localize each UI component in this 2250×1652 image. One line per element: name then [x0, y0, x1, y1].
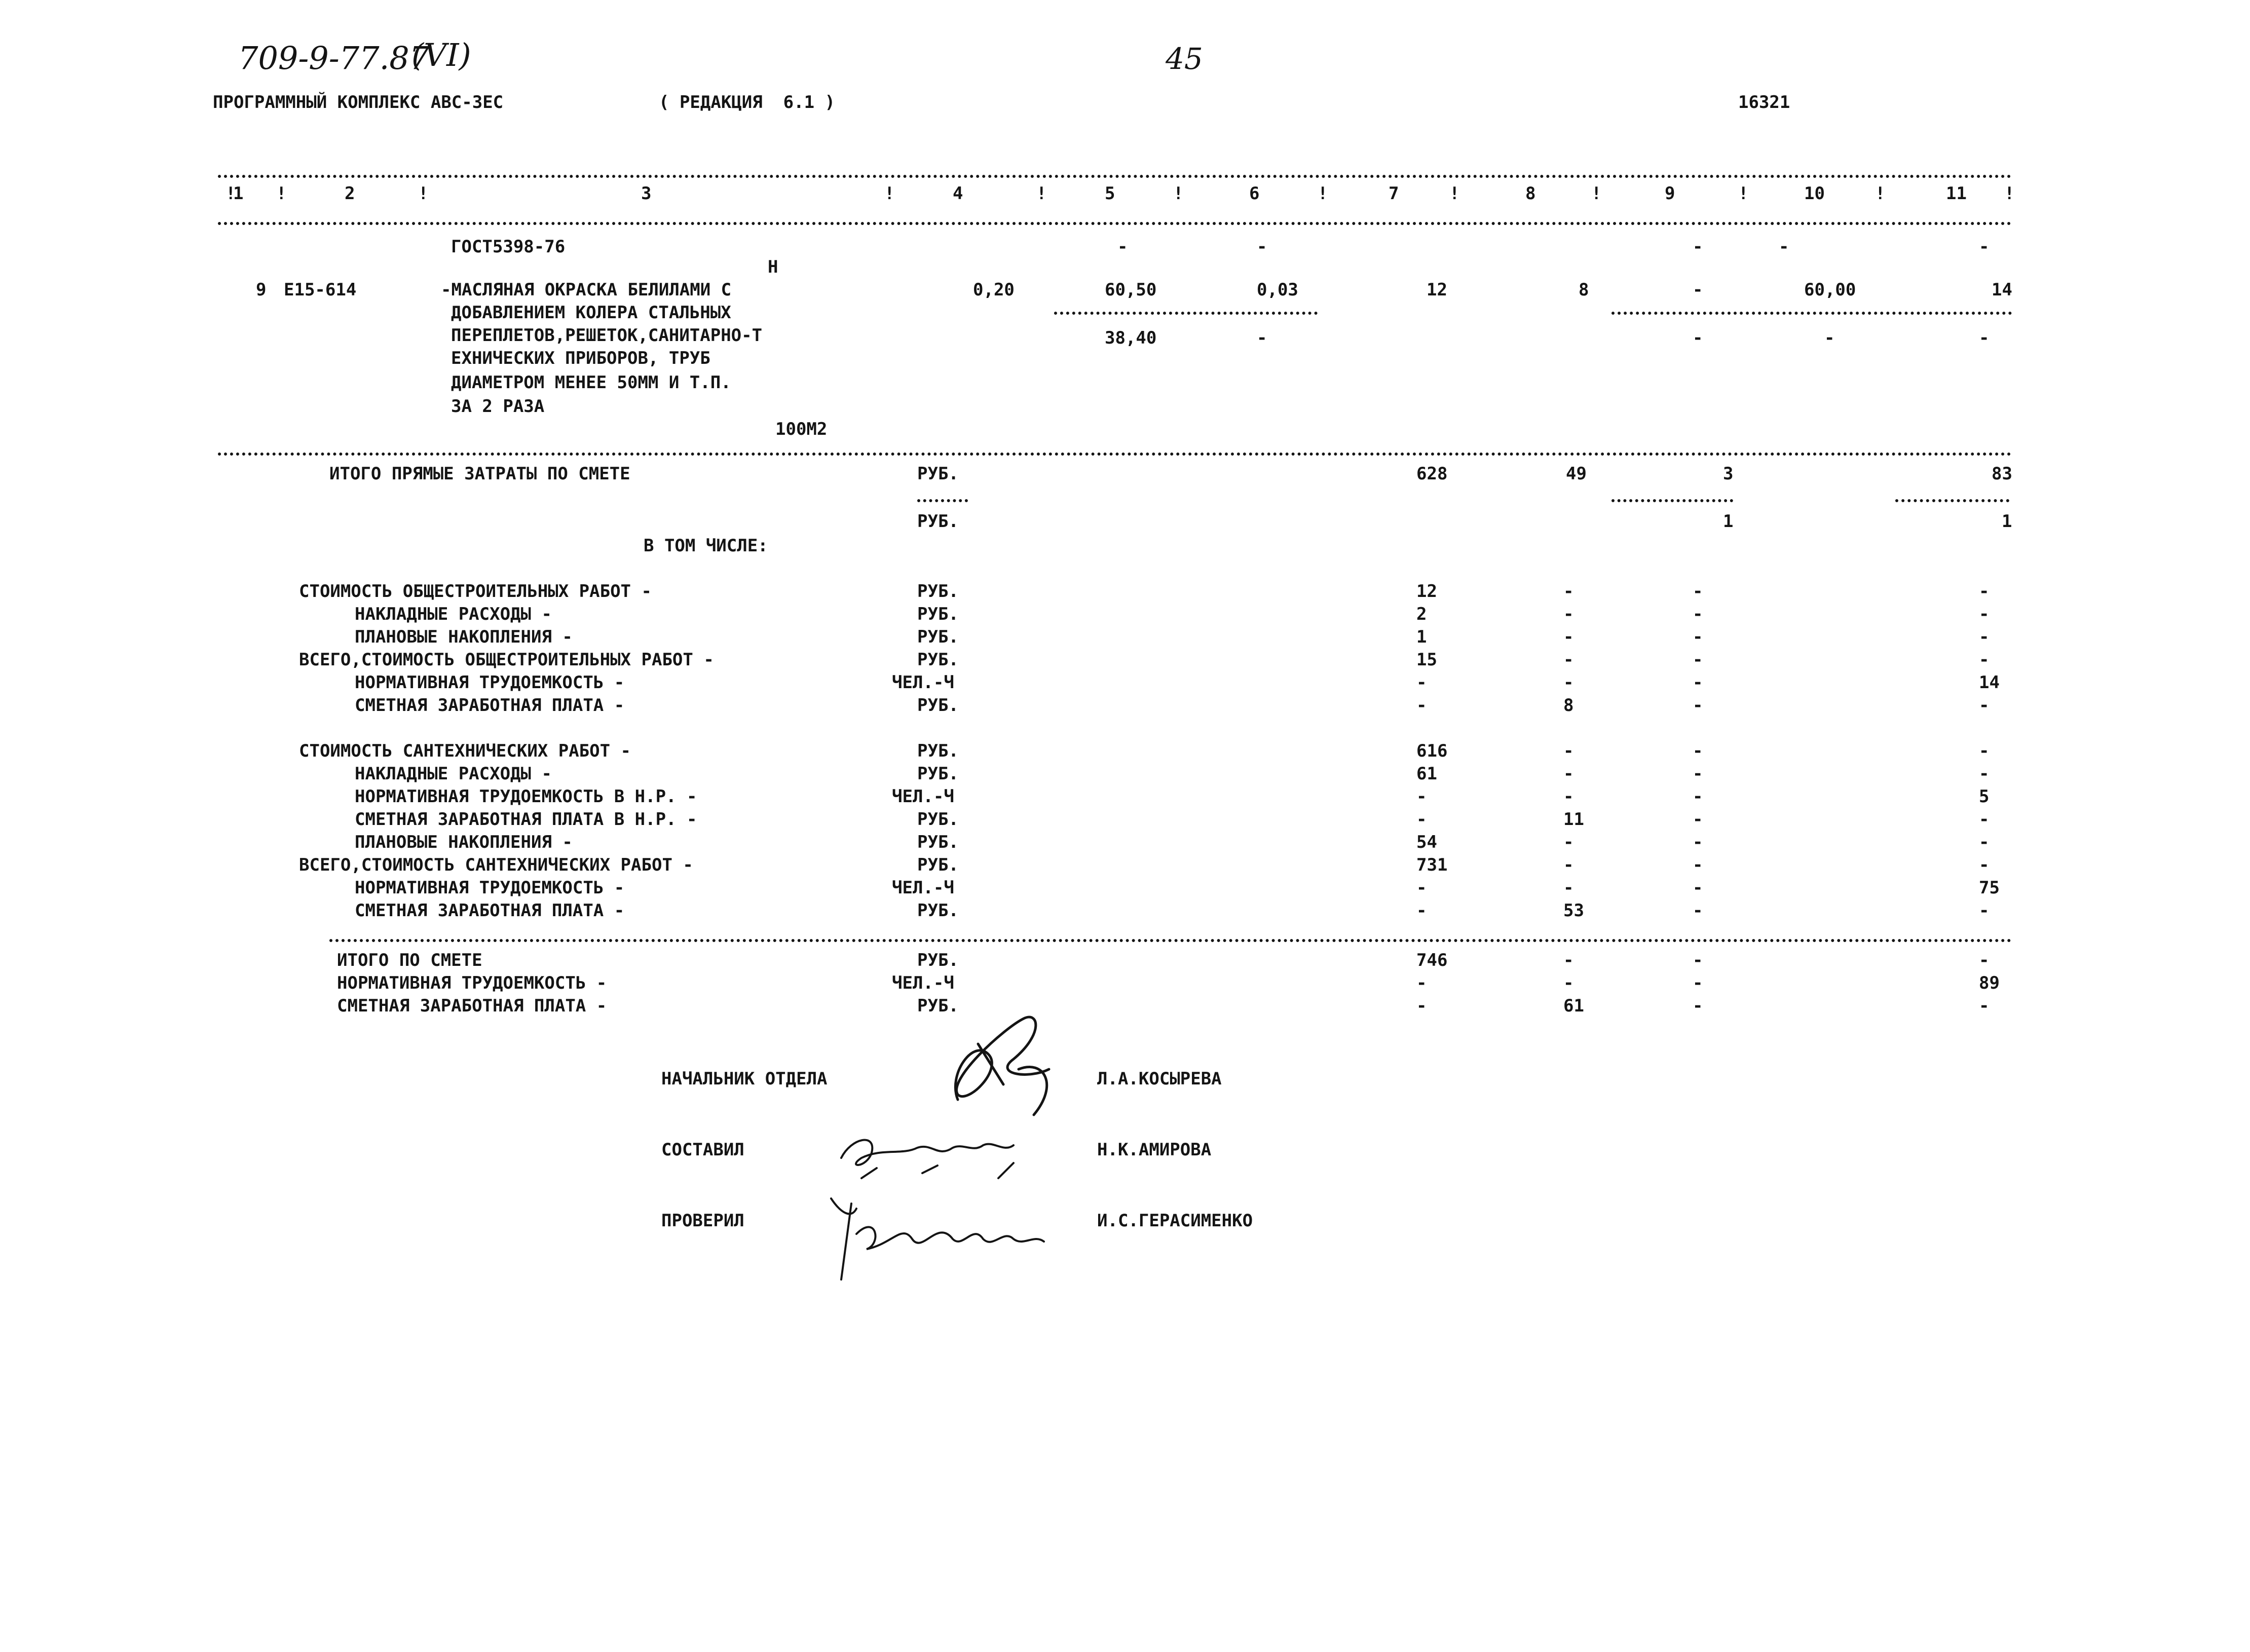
table-cell: - [1693, 237, 1703, 257]
table-divider: ! [1875, 183, 1886, 204]
table-cell: 2 [1416, 604, 1427, 624]
table-cell: - [1416, 973, 1427, 993]
column-header: 6 [1249, 183, 1260, 204]
table-cell: 616 [1416, 741, 1448, 761]
table-cell: 61 [1563, 996, 1584, 1016]
item-description-line: ЗА 2 РАЗА [451, 396, 545, 417]
table-divider: ! [418, 183, 429, 204]
table-cell: - [1693, 764, 1703, 784]
row-unit: ЧЕЛ.-Ч [892, 973, 954, 993]
table-cell: 731 [1416, 855, 1448, 875]
edition: ( РЕДАКЦИЯ 6.1 ) [659, 92, 835, 112]
table-cell: 75 [1979, 878, 2000, 898]
row-unit: РУБ. [917, 832, 959, 852]
table-divider: ! [884, 183, 895, 204]
table-cell: 83 [1992, 464, 2012, 484]
table-cell: 60,50 [1105, 280, 1157, 300]
table-cell: - [1979, 996, 1990, 1016]
cell-divider-rule [1895, 499, 2009, 502]
table-cell: - [1693, 832, 1703, 852]
table-cell: 0,20 [973, 280, 1015, 300]
table-header-rule [218, 222, 2012, 225]
table-cell: 54 [1416, 832, 1437, 852]
table-cell: - [1824, 328, 1835, 348]
table-cell: 11 [1563, 809, 1584, 830]
handwritten-signature [831, 1117, 1044, 1198]
table-cell: - [1693, 604, 1703, 624]
row-label: НАКЛАДНЫЕ РАСХОДЫ - [355, 764, 552, 784]
column-header: 11 [1946, 183, 1967, 204]
table-cell: 628 [1416, 464, 1448, 484]
cell-divider-rule [917, 499, 968, 502]
table-cell: 12 [1427, 280, 1447, 300]
table-cell: - [1257, 328, 1267, 348]
column-header: 9 [1665, 183, 1675, 204]
row-label: НОРМАТИВНАЯ ТРУДОЕМКОСТЬ - [355, 672, 625, 693]
row-unit: РУБ. [917, 996, 959, 1016]
row-unit: ЧЕЛ.-Ч [892, 672, 954, 693]
table-cell: - [1416, 672, 1427, 693]
row-unit: РУБ. [917, 741, 959, 761]
table-cell: - [1563, 672, 1574, 693]
table-cell: - [1563, 627, 1574, 647]
table-cell: - [1693, 581, 1703, 602]
row-label: ИТОГО ПО СМЕТЕ [337, 950, 482, 970]
handwritten-signature [927, 998, 1090, 1130]
row-label: СТОИМОСТЬ САНТЕХНИЧЕСКИХ РАБОТ - [299, 741, 631, 761]
table-cell: - [1693, 786, 1703, 807]
table-cell: 3 [1723, 464, 1734, 484]
row-unit: ЧЕЛ.-Ч [892, 786, 954, 807]
table-cell: - [1693, 996, 1703, 1016]
row-unit: ЧЕЛ.-Ч [892, 878, 954, 898]
table-divider: ! [226, 183, 236, 204]
cell-divider-rule [1611, 312, 2012, 315]
table-cell: 15 [1416, 650, 1437, 670]
table-cell: - [1979, 581, 1990, 602]
column-header: 10 [1804, 183, 1825, 204]
item-description-line: -МАСЛЯНАЯ ОКРАСКА БЕЛИЛАМИ С [441, 280, 732, 300]
table-cell: 1 [1723, 511, 1734, 532]
row-unit: РУБ. [917, 764, 959, 784]
table-divider: ! [1173, 183, 1184, 204]
signature-role: НАЧАЛЬНИК ОТДЕЛА [661, 1069, 828, 1089]
table-cell: 89 [1979, 973, 2000, 993]
doc-number: 709-9-77.87 [238, 40, 430, 77]
row-unit: РУБ. [917, 627, 959, 647]
table-divider: ! [1591, 183, 1602, 204]
table-divider: ! [1449, 183, 1460, 204]
row-unit: РУБ. [917, 464, 959, 484]
row-label: НАКЛАДНЫЕ РАСХОДЫ - [355, 604, 552, 624]
table-cell: 8 [1563, 695, 1574, 716]
table-cell: - [1979, 855, 1990, 875]
item-marker: Н [768, 257, 778, 277]
row-unit: РУБ. [917, 650, 959, 670]
row-label: СМЕТНАЯ ЗАРАБОТНАЯ ПЛАТА В Н.Р. - [355, 809, 697, 830]
row-unit: РУБ. [917, 950, 959, 970]
column-header: 8 [1525, 183, 1536, 204]
cell-divider-rule [1611, 499, 1733, 502]
table-cell: 53 [1563, 900, 1584, 921]
table-cell: - [1416, 996, 1427, 1016]
table-cell: - [1563, 650, 1574, 670]
table-cell: - [1563, 832, 1574, 852]
item-description-line: ПЕРЕПЛЕТОВ,РЕШЕТОК,САНИТАРНО-Т [451, 325, 763, 346]
table-cell: 61 [1416, 764, 1437, 784]
table-cell: 14 [1979, 672, 2000, 693]
item-unit: 100М2 [775, 419, 828, 439]
handwritten-signature [821, 1188, 1054, 1295]
table-cell: 60,00 [1804, 280, 1856, 300]
table-section-rule [218, 453, 2012, 456]
table-cell: - [1563, 604, 1574, 624]
table-cell: - [1416, 786, 1427, 807]
table-cell: - [1416, 695, 1427, 716]
signatory-name: И.С.ГЕРАСИМЕНКО [1097, 1211, 1253, 1231]
table-cell: - [1563, 581, 1574, 602]
table-cell: - [1979, 328, 1990, 348]
row-label: ИТОГО ПРЯМЫЕ ЗАТРАТЫ ПО СМЕТЕ [329, 464, 630, 484]
item-description-line: ЕХНИЧЕСКИХ ПРИБОРОВ, ТРУБ [451, 348, 710, 368]
item-description-line: ДИАМЕТРОМ МЕНЕЕ 50ММ И Т.П. [451, 372, 731, 393]
column-header: 7 [1389, 183, 1399, 204]
table-cell: 12 [1416, 581, 1437, 602]
table-cell: - [1693, 627, 1703, 647]
table-cell: - [1563, 973, 1574, 993]
table-divider: ! [2004, 183, 2015, 204]
cell-divider-rule [1054, 312, 1318, 315]
section-caption: В ТОМ ЧИСЛЕ: [644, 536, 768, 556]
row-unit: РУБ. [917, 511, 959, 532]
row-label: ВСЕГО,СТОИМОСТЬ ОБЩЕСТРОИТЕЛЬНЫХ РАБОТ - [299, 650, 714, 670]
item-position: 9 [256, 280, 267, 300]
column-header: 5 [1105, 183, 1115, 204]
table-cell: - [1779, 237, 1789, 257]
table-cell: - [1693, 973, 1703, 993]
table-cell: - [1416, 878, 1427, 898]
table-cell: - [1979, 950, 1990, 970]
row-label: СМЕТНАЯ ЗАРАБОТНАЯ ПЛАТА - [337, 996, 607, 1016]
row-label: НОРМАТИВНАЯ ТРУДОЕМКОСТЬ - [337, 973, 607, 993]
row-label: ПЛАНОВЫЕ НАКОПЛЕНИЯ - [355, 832, 573, 852]
row-label: НОРМАТИВНАЯ ТРУДОЕМКОСТЬ В Н.Р. - [355, 786, 697, 807]
table-cell: - [1693, 878, 1703, 898]
table-cell: - [1563, 878, 1574, 898]
table-cell: - [1693, 900, 1703, 921]
row-label: СМЕТНАЯ ЗАРАБОТНАЯ ПЛАТА - [355, 695, 625, 716]
table-cell: - [1117, 237, 1128, 257]
table-cell: 5 [1979, 786, 1990, 807]
table-cell: - [1979, 809, 1990, 830]
table-cell: - [1693, 672, 1703, 693]
table-cell: - [1693, 650, 1703, 670]
gost-reference: ГОСТ5398-76 [451, 237, 566, 257]
row-unit: РУБ. [917, 604, 959, 624]
table-cell: - [1693, 950, 1703, 970]
table-cell: - [1693, 328, 1703, 348]
table-cell: - [1979, 237, 1990, 257]
signatory-name: Л.А.КОСЫРЕВА [1097, 1069, 1222, 1089]
table-divider: ! [1318, 183, 1328, 204]
document-code: 16321 [1738, 92, 1790, 112]
table-cell: - [1563, 764, 1574, 784]
doc-volume: (VI) [411, 36, 471, 73]
program-title: ПРОГРАММНЫЙ КОМПЛЕКС АВС-3ЕС [213, 92, 504, 112]
table-cell: 746 [1416, 950, 1448, 970]
table-cell: 1 [2002, 511, 2012, 532]
table-cell: - [1979, 627, 1990, 647]
table-top-rule [218, 175, 2012, 178]
table-cell: - [1693, 809, 1703, 830]
table-cell: - [1257, 237, 1267, 257]
column-header: 1 [233, 183, 244, 204]
item-description-line: ДОБАВЛЕНИЕМ КОЛЕРА СТАЛЬНЫХ [451, 303, 731, 323]
table-cell: - [1979, 695, 1990, 716]
table-cell: - [1563, 950, 1574, 970]
row-unit: РУБ. [917, 809, 959, 830]
row-unit: РУБ. [917, 900, 959, 921]
table-cell: - [1693, 280, 1703, 300]
page-number: 45 [1166, 42, 1203, 76]
table-cell: 1 [1416, 627, 1427, 647]
table-cell: - [1979, 741, 1990, 761]
table-cell: - [1979, 650, 1990, 670]
row-unit: РУБ. [917, 695, 959, 716]
table-cell: - [1563, 741, 1574, 761]
table-divider: ! [1036, 183, 1047, 204]
row-unit: РУБ. [917, 581, 959, 602]
column-header: 3 [641, 183, 652, 204]
row-label: СТОИМОСТЬ ОБЩЕСТРОИТЕЛЬНЫХ РАБОТ - [299, 581, 652, 602]
table-cell: 8 [1579, 280, 1589, 300]
table-cell: - [1693, 741, 1703, 761]
table-section-rule [329, 939, 2012, 942]
item-code: Е15-614 [284, 280, 357, 300]
table-cell: - [1979, 764, 1990, 784]
table-divider: ! [276, 183, 287, 204]
table-cell: - [1416, 809, 1427, 830]
table-cell: - [1693, 695, 1703, 716]
signatory-name: Н.К.АМИРОВА [1097, 1140, 1212, 1160]
column-header: 4 [953, 183, 963, 204]
table-cell: 14 [1992, 280, 2012, 300]
row-label: НОРМАТИВНАЯ ТРУДОЕМКОСТЬ - [355, 878, 625, 898]
column-header: 2 [345, 183, 355, 204]
table-cell: - [1979, 832, 1990, 852]
table-cell: - [1563, 855, 1574, 875]
row-label: СМЕТНАЯ ЗАРАБОТНАЯ ПЛАТА - [355, 900, 625, 921]
row-unit: РУБ. [917, 855, 959, 875]
table-cell: 0,03 [1257, 280, 1298, 300]
table-cell: - [1416, 900, 1427, 921]
table-cell: 49 [1566, 464, 1587, 484]
table-cell: 38,40 [1105, 328, 1157, 348]
row-label: ВСЕГО,СТОИМОСТЬ САНТЕХНИЧЕСКИХ РАБОТ - [299, 855, 693, 875]
table-cell: - [1979, 604, 1990, 624]
table-cell: - [1693, 855, 1703, 875]
row-label: ПЛАНОВЫЕ НАКОПЛЕНИЯ - [355, 627, 573, 647]
table-divider: ! [1738, 183, 1749, 204]
signature-role: СОСТАВИЛ [661, 1140, 744, 1160]
table-cell: - [1979, 900, 1990, 921]
table-cell: - [1563, 786, 1574, 807]
signature-role: ПРОВЕРИЛ [661, 1211, 744, 1231]
